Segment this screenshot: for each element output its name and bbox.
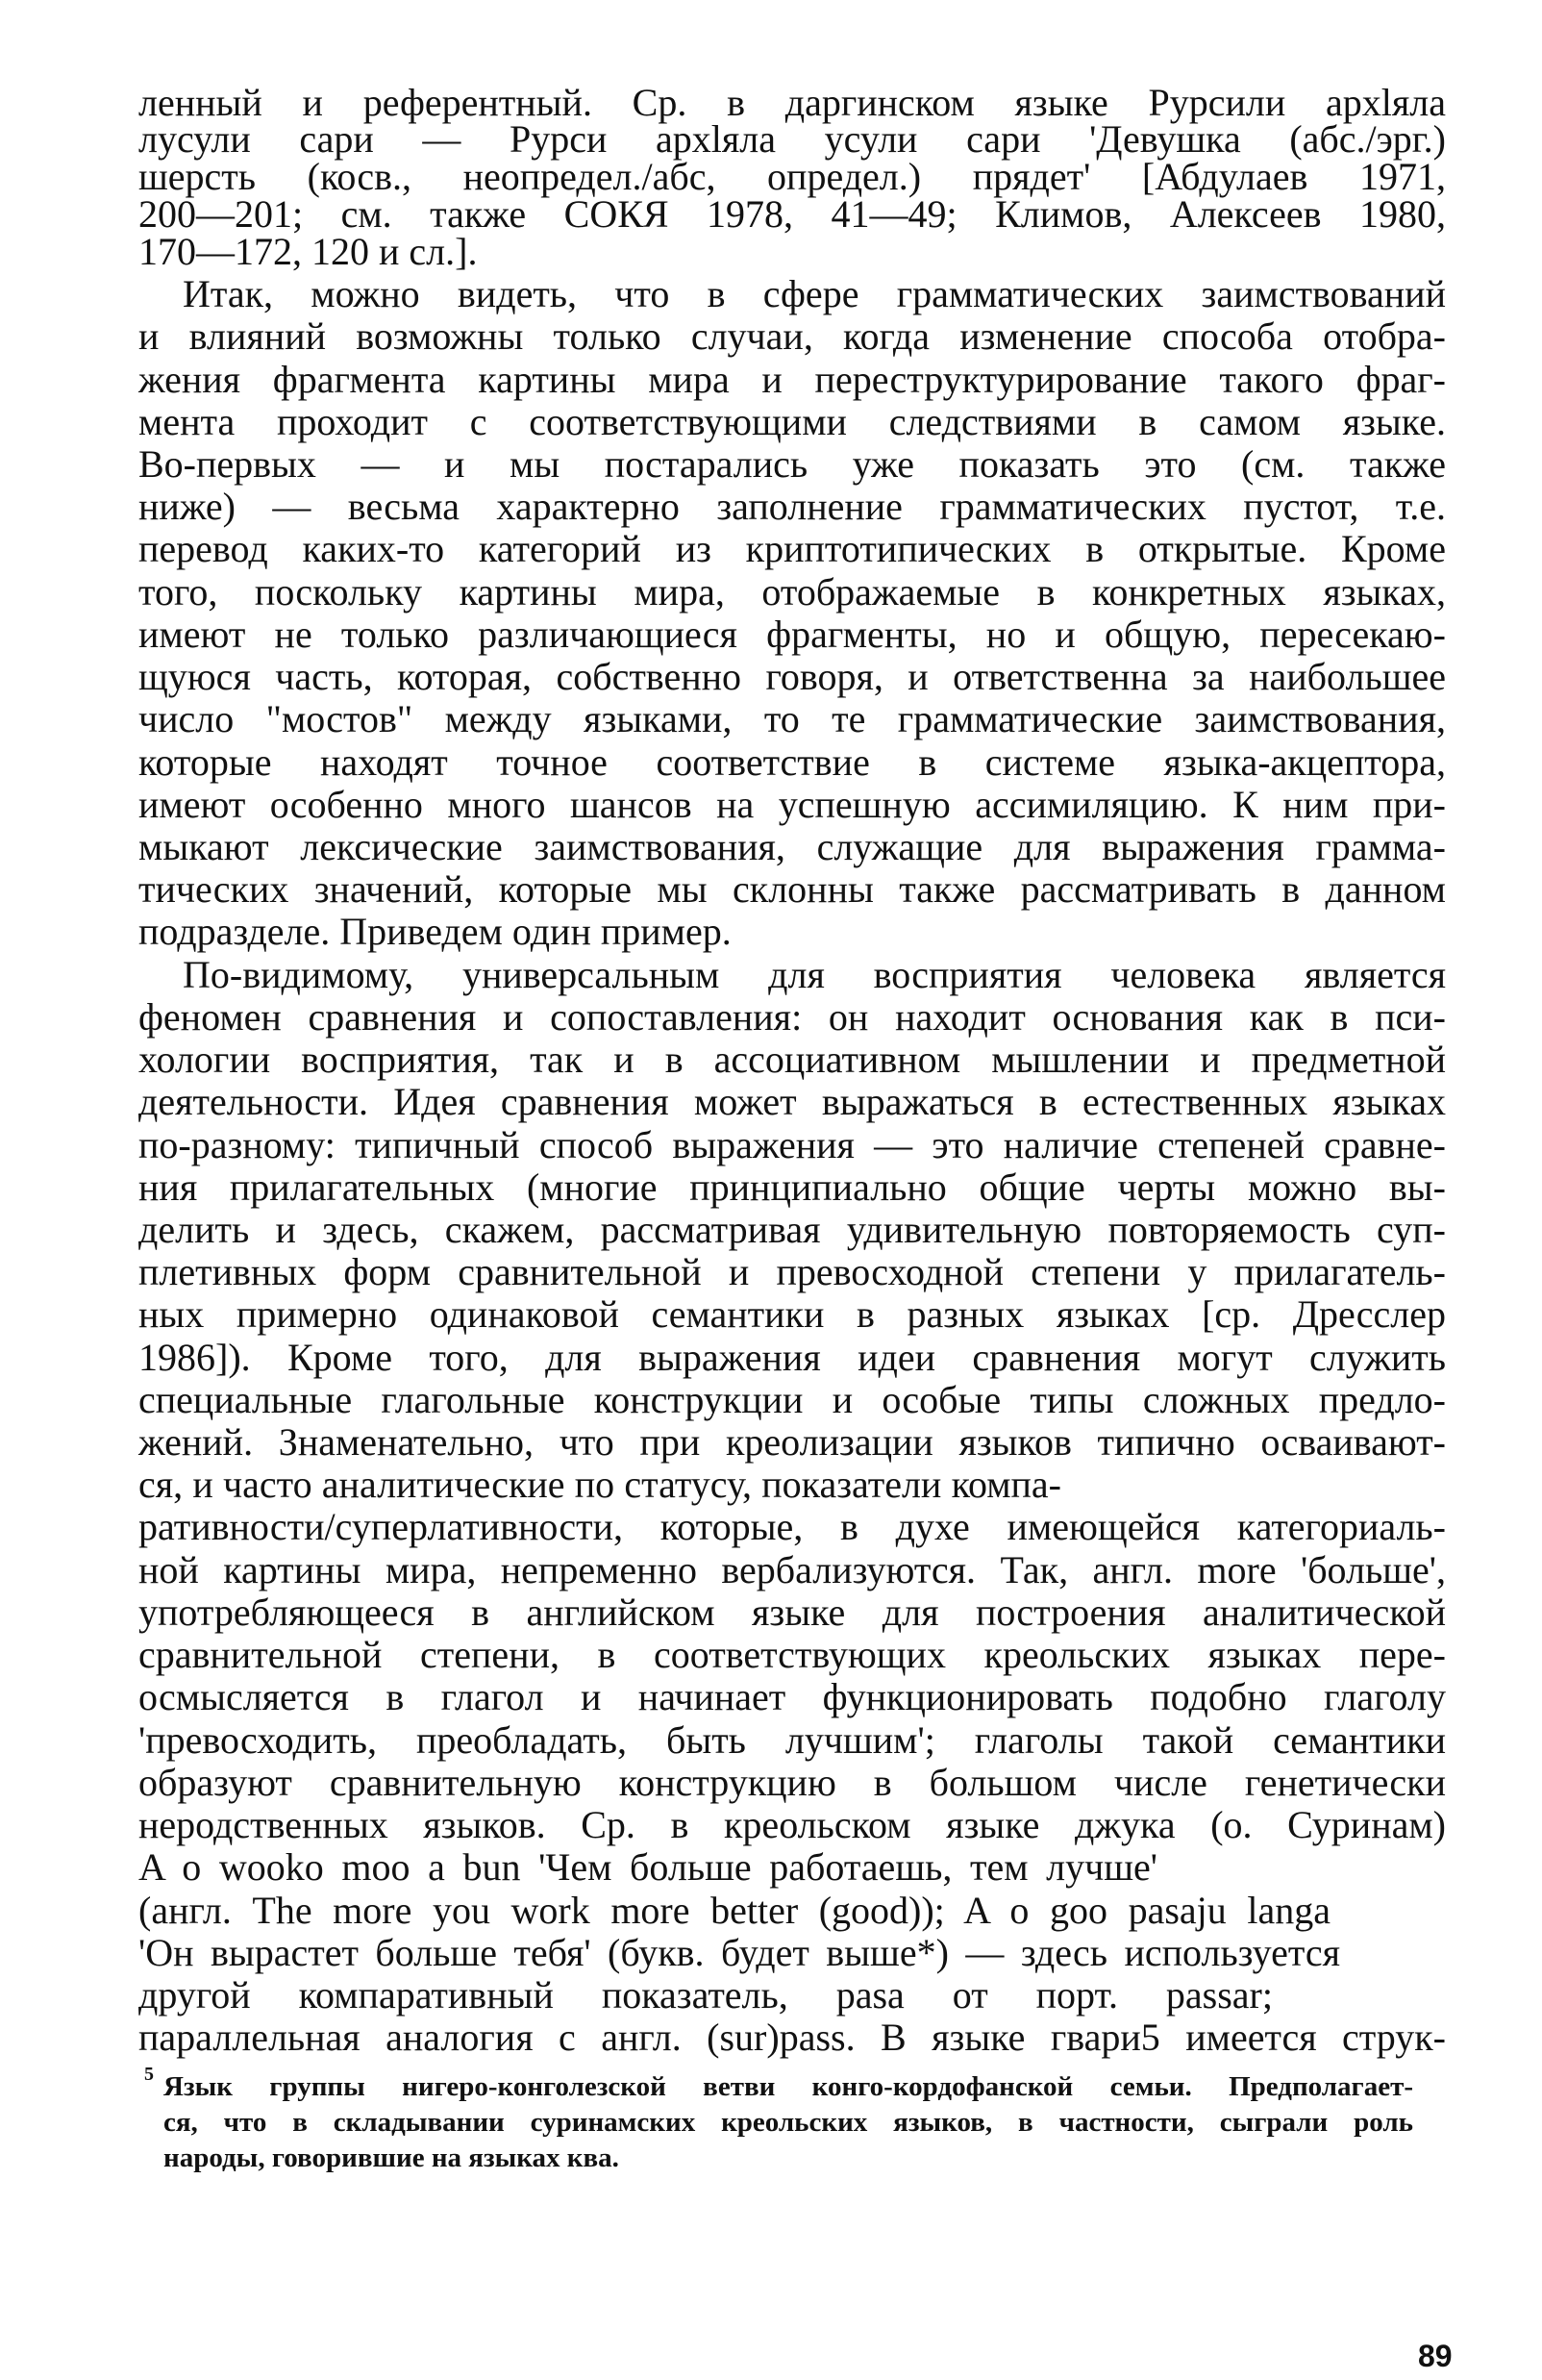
text-line: неродственных языков. Ср. в креольском языке джука (о. Суринам) bbox=[138, 1803, 1446, 1846]
text-line: ния прилагательных (многие принципиально общие черты можно вы- bbox=[138, 1165, 1446, 1209]
example-line: (англ. The more you work more better (good)); A o goo pasaju langa bbox=[138, 1889, 1331, 1932]
paragraph-first-line: По-видимому, универсальным для восприятия человека является bbox=[183, 953, 1446, 996]
text-line: перевод каких-то категорий из криптотипических в открытые. Кроме bbox=[138, 527, 1446, 570]
text-line: 1986]). Кроме того, для выражения идеи сравнения могут служить bbox=[138, 1336, 1446, 1379]
paragraph-first-line: Итак, можно видеть, что в сфере грамматических заимствований bbox=[183, 272, 1446, 315]
text-line: ленный и референтный. Ср. в даргинском языке Рурсили архlяла bbox=[138, 81, 1446, 124]
text-line: образуют сравнительную конструкцию в большом числе генетически bbox=[138, 1761, 1446, 1804]
text-line: делить и здесь, скажем, рассматривая удивительную повторяемость суп- bbox=[138, 1208, 1446, 1251]
text-line: 200—201; см. также СОКЯ 1978, 41—49; Климов, Алексеев 1980, bbox=[138, 192, 1446, 236]
text-line: деятельности. Идея сравнения может выражаться в естественных языках bbox=[138, 1080, 1446, 1123]
text-line: Во-первых — и мы постарались уже показать это (см. также bbox=[138, 442, 1446, 486]
text-line: другой компаративный показатель, pasa от порт. passar; bbox=[138, 1973, 1273, 2017]
text-line: которые находят точное соответствие в системе языка-акцептора, bbox=[138, 740, 1446, 784]
text-line: осмысляется в глагол и начинает функционировать подобно глаголу bbox=[138, 1675, 1446, 1718]
text-line: ративности/суперлативности, которые, в духе имеющейся категориаль- bbox=[138, 1505, 1446, 1548]
text-line: шерсть (косв., неопредел./абс, определ.) прядет' [Абдулаев 1971, bbox=[138, 155, 1446, 198]
text-line: ниже) — весьма характерно заполнение грамматических пустот, т.е. bbox=[138, 485, 1446, 528]
text-line: мента проходит с соответствующими следствиями в самом языке. bbox=[138, 400, 1446, 443]
text-line: лусули сари — Рурси архlяла усули сари 'Девушка (абс./эрг.) bbox=[138, 117, 1446, 161]
text-line: число "мостов" между языками, то те грамматические заимствования, bbox=[138, 697, 1446, 740]
text-line: имеют не только различающиеся фрагменты, но и общую, пересекаю- bbox=[138, 613, 1446, 656]
page-number: 89 bbox=[1418, 2339, 1453, 2373]
text-line: жений. Знаменательно, что при креолизации языков типично осваивают- bbox=[138, 1420, 1446, 1464]
footnote-line: Язык группы нигеро-конголезской ветви конго-кордофанской семьи. Предполагает- bbox=[163, 2071, 1413, 2102]
text-line: имеют особенно много шансов на успешную ассимиляцию. К ним при- bbox=[138, 783, 1446, 826]
text-line: ся, и часто аналитические по статусу, показатели компа- bbox=[138, 1463, 1061, 1506]
text-line: подразделе. Приведем один пример. bbox=[138, 910, 732, 953]
footnote-line: народы, говорившие на языках ква. bbox=[163, 2142, 619, 2173]
text-line: мыкают лексические заимствования, служащие для выражения грамма- bbox=[138, 825, 1446, 868]
text-line: 'превосходить, преобладать, быть лучшим'; глаголы такой семантики bbox=[138, 1718, 1446, 1762]
footnote-marker: 5 bbox=[144, 2064, 154, 2085]
text-line: того, поскольку картины мира, отображаемые в конкретных языках, bbox=[138, 570, 1446, 614]
text-line: тических значений, которые мы склонны также рассматривать в данном bbox=[138, 867, 1446, 911]
text-line: сравнительной степени, в соответствующих креольских языках пере- bbox=[138, 1633, 1446, 1676]
text-line: параллельная аналогия с англ. (sur)pass. В языке гвари5 имеется струк- bbox=[138, 2016, 1446, 2059]
example-line: A o wooko moo a bun 'Чем больше работаешь, тем лучше' bbox=[138, 1845, 1157, 1889]
text-line: и влияний возможны только случаи, когда изменение способа отобра- bbox=[138, 314, 1446, 358]
text-line: специальные глагольные конструкции и особые типы сложных предло- bbox=[138, 1378, 1446, 1421]
text-line: 170—172, 120 и сл.]. bbox=[138, 230, 478, 273]
text-line: жения фрагмента картины мира и переструктурирование такого фраг- bbox=[138, 358, 1446, 401]
text-line: феномен сравнения и сопоставления: он находит основания как в пси- bbox=[138, 995, 1446, 1039]
text-line: хологии восприятия, так и в ассоциативном мышлении и предметной bbox=[138, 1038, 1446, 1081]
text-line: по-разному: типичный способ выражения — это наличие степеней сравне- bbox=[138, 1123, 1446, 1166]
footnote-line: ся, что в складывании суринамских креольских языков, в частности, сыграли роль bbox=[163, 2107, 1413, 2138]
text-line: плетивных форм сравнительной и превосходной степени у прилагатель- bbox=[138, 1250, 1446, 1293]
text-line: употребляющееся в английском языке для построения аналитической bbox=[138, 1591, 1446, 1634]
text-line: ных примерно одинаковой семантики в разных языках [ср. Дресслер bbox=[138, 1292, 1446, 1336]
text-line: щуюся часть, которая, собственно говоря, и ответственна за наибольшее bbox=[138, 655, 1446, 698]
text-line: 'Он вырастет больше тебя' (букв. будет выше*) — здесь используется bbox=[138, 1931, 1340, 1974]
text-line: ной картины мира, непременно вербализуются. Так, англ. more 'больше', bbox=[138, 1548, 1446, 1591]
